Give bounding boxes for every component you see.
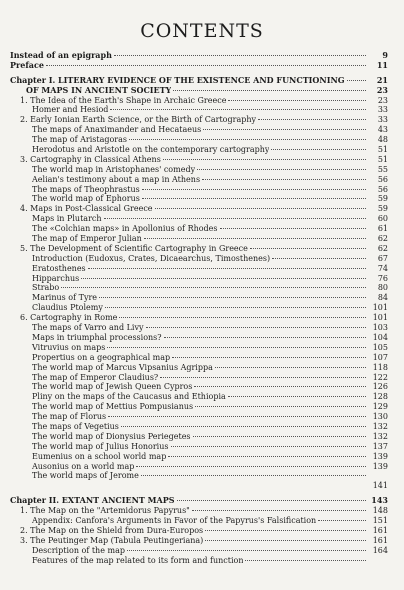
toc-entry [10, 175, 388, 185]
toc-entry [10, 481, 388, 491]
dot-leader [142, 198, 366, 199]
toc-entry-page: 33 [377, 105, 388, 115]
dot-leader [258, 119, 366, 120]
toc-entry [10, 402, 388, 412]
toc-entry-title: Instead of an epigraph [10, 51, 112, 60]
toc-entry [10, 155, 388, 165]
toc-entry-page: 51 [377, 145, 388, 155]
toc-entry-page: 128 [372, 392, 388, 402]
dot-leader [168, 456, 366, 457]
toc-entry [10, 363, 388, 373]
toc-entry [10, 422, 388, 432]
toc-entry [10, 86, 388, 96]
dot-leader [250, 248, 366, 249]
toc-entry [10, 234, 388, 244]
toc-entry [10, 293, 388, 303]
toc-entry [10, 303, 388, 313]
toc-entry-title: Eratosthenes [32, 263, 86, 273]
toc-entry-title: 3. Cartography in Classical Athens [20, 154, 161, 164]
table-of-contents [10, 46, 388, 565]
dot-leader [142, 189, 366, 190]
dot-leader [163, 159, 366, 160]
toc-entry-page: 101 [372, 303, 388, 313]
toc-entry-page: 48 [377, 135, 388, 145]
toc-entry-title: Preface [10, 60, 44, 70]
dot-leader [205, 530, 366, 531]
toc-entry-title: 2. The Map on the Shield from Dura-Europos [20, 525, 204, 535]
toc-entry [10, 135, 388, 145]
toc-entry [10, 214, 388, 224]
toc-entry [10, 373, 388, 383]
toc-entry-page: 132 [372, 431, 388, 441]
dot-leader [104, 218, 366, 219]
dot-leader [121, 426, 366, 427]
toc-entry-title: Maps in triumphal processions? [32, 332, 162, 342]
toc-entry [10, 462, 388, 472]
toc-entry-title: Marinus of Tyre [32, 293, 98, 303]
toc-entry [10, 412, 388, 422]
toc-entry-page: 130 [372, 412, 388, 422]
toc-entry-page: 23 [377, 95, 388, 105]
toc-entry-page: 59 [377, 194, 388, 204]
toc-entry-page: 23 [376, 84, 388, 95]
toc-entry [10, 323, 388, 333]
toc-entry [10, 432, 388, 442]
toc-entry [10, 194, 388, 204]
toc-entry-page: 141 [372, 481, 388, 491]
toc-entry-page: 103 [372, 323, 388, 333]
toc-entry [10, 274, 388, 284]
toc-entry [10, 244, 388, 254]
toc-entry-title: The maps of Anaximander and Hecataeus [32, 125, 202, 135]
dot-leader [110, 109, 366, 110]
toc-entry-title: 6. Cartography in Rome [20, 313, 118, 323]
toc-entry-title: Maps in Plutarch [32, 214, 102, 224]
toc-entry-title: The world maps of Jerome [32, 471, 139, 481]
toc-entry [10, 264, 388, 274]
toc-entry-page: 101 [372, 313, 388, 323]
toc-entry [10, 392, 388, 402]
dot-leader [119, 317, 366, 318]
toc-entry-title: Claudius Ptolemy [32, 303, 103, 313]
dot-leader [99, 297, 366, 298]
dot-leader [172, 357, 366, 358]
dot-leader [202, 179, 366, 180]
toc-entry-page: 62 [377, 243, 388, 253]
toc-entry-page: 61 [377, 224, 388, 234]
toc-entry [10, 165, 388, 175]
toc-entry-page: 161 [372, 535, 388, 545]
dot-leader [81, 278, 366, 279]
toc-entry [10, 115, 388, 125]
toc-entry-page: 80 [377, 283, 388, 293]
dot-leader [114, 55, 366, 56]
toc-entry [10, 204, 388, 214]
toc-entry-page: 11 [376, 59, 388, 70]
toc-entry-title: Features of the map related to its form and function [32, 555, 244, 565]
dot-leader [88, 268, 366, 269]
toc-entry-title: 2. Early Ionian Earth Science, or the Birth of Cartography [20, 115, 257, 125]
toc-entry-page: 126 [372, 382, 388, 392]
toc-entry [10, 283, 388, 293]
toc-entry-title: The world map of Dionysius Periegetes [32, 431, 191, 441]
dot-leader [127, 550, 366, 551]
toc-entry-page: 74 [377, 263, 388, 273]
toc-entry-title: Ausonius on a world map [32, 461, 135, 471]
dot-leader [195, 406, 366, 407]
dot-leader [164, 337, 366, 338]
toc-entry-page: 51 [377, 154, 388, 164]
toc-entry-page: 139 [372, 461, 388, 471]
toc-entry-title: The map of Emperor Claudius? [32, 372, 159, 382]
dot-leader [173, 90, 366, 91]
toc-entry-title: Chapter II. EXTANT ANCIENT MAPS [10, 496, 175, 506]
dot-leader [193, 436, 366, 437]
toc-entry-title: Chapter I. LITERARY EVIDENCE OF THE EXISTENCE AND FUNCTIONING [10, 75, 345, 85]
toc-entry [10, 145, 388, 155]
dot-leader [105, 307, 366, 308]
toc-entry [10, 452, 388, 462]
toc-entry-page: 129 [372, 402, 388, 412]
toc-entry-title: 3. The Peutinger Map (Tabula Peutingeriana) [20, 535, 204, 545]
toc-entry-title: The world map of Mettius Pompusianus [32, 402, 194, 412]
dot-leader [220, 228, 366, 229]
toc-entry [10, 343, 388, 353]
dot-leader [144, 238, 366, 239]
toc-entry [10, 471, 388, 481]
toc-entry-page: 164 [372, 545, 388, 555]
toc-entry [10, 442, 388, 452]
dot-leader [194, 386, 366, 387]
toc-entry-page: 56 [377, 184, 388, 194]
toc-entry-title: Hipparchus [32, 273, 80, 283]
dot-leader [272, 258, 366, 259]
toc-entry-page: 60 [377, 214, 388, 224]
dot-leader [228, 100, 366, 101]
toc-entry-page: 137 [372, 441, 388, 451]
toc-entry [10, 254, 388, 264]
toc-entry-page: 67 [377, 253, 388, 263]
toc-entry [10, 185, 388, 195]
toc-entry-page: 132 [372, 421, 388, 431]
toc-entry-page: 21 [376, 74, 388, 85]
toc-entry [10, 76, 388, 86]
toc-entry-page: 161 [372, 525, 388, 535]
toc-entry-title: Pliny on the maps of the Caucasus and Ethiopia [32, 392, 226, 402]
toc-entry-title: The maps of Vegetius [32, 421, 119, 431]
toc-entry [10, 61, 388, 71]
toc-entry-title: The world map in Aristophanes' comedy [32, 164, 196, 174]
toc-entry-title: The world map of Ephorus [32, 194, 140, 204]
dot-leader [271, 149, 366, 150]
toc-entry-page: 148 [372, 506, 388, 516]
toc-entry-page: 105 [372, 342, 388, 352]
toc-entry [10, 496, 388, 506]
toc-entry-title: Homer and Hesiod [32, 105, 109, 115]
toc-entry-page: 43 [377, 125, 388, 135]
page-title: CONTENTS [140, 20, 264, 42]
toc-entry-title: The world map of Julius Honorius [32, 441, 169, 451]
toc-entry [10, 382, 388, 392]
toc-entry-page: 56 [377, 174, 388, 184]
toc-entry-page: 118 [372, 362, 388, 372]
dot-leader [347, 80, 366, 81]
dot-leader [245, 560, 366, 561]
toc-entry-title: Vitruvius on maps [32, 342, 106, 352]
toc-entry-title: Eumenius on a school world map [32, 451, 167, 461]
toc-entry-title: The «Colchian maps» in Apollonius of Rhodes [32, 224, 218, 234]
toc-entry-title: 4. Maps in Post-Classical Greece [20, 204, 153, 214]
toc-entry [10, 536, 388, 546]
toc-entry [10, 516, 388, 526]
toc-entry-title: Aelian's testimony about a map in Athens [32, 174, 201, 184]
dot-leader [107, 347, 366, 348]
toc-entry-title: Appendix: Canfora's Arguments in Favor of the Papyrus's Falsification [32, 515, 317, 525]
dot-leader [160, 377, 366, 378]
toc-entry [10, 556, 388, 566]
toc-entry-title: 1. The Map on the "Artemidorus Papyrus" [20, 506, 190, 516]
toc-entry [10, 125, 388, 135]
dot-leader [205, 540, 366, 541]
toc-entry-title: Propertius on a geographical map [32, 352, 171, 362]
toc-entry [10, 353, 388, 363]
dot-leader [146, 327, 366, 328]
toc-entry-page: 84 [377, 293, 388, 303]
toc-entry [10, 96, 388, 106]
dot-leader [228, 396, 366, 397]
toc-entry-page: 151 [372, 515, 388, 525]
toc-entry-page: 143 [371, 495, 388, 506]
toc-entry [10, 313, 388, 323]
toc-entry [10, 224, 388, 234]
dot-leader [46, 65, 366, 66]
toc-entry [10, 51, 388, 61]
toc-entry-title: The maps of Theophrastus [32, 184, 140, 194]
dot-leader [136, 466, 366, 467]
dot-leader [203, 129, 366, 130]
toc-entry-page: 33 [377, 115, 388, 125]
toc-entry-title: Strabo [32, 283, 60, 293]
toc-entry-title: 1. The Idea of the Earth's Shape in Archaic Greece [20, 95, 227, 105]
dot-leader [129, 139, 366, 140]
toc-entry-page: 107 [372, 352, 388, 362]
toc-entry-page: 9 [382, 50, 388, 60]
toc-entry-page: 55 [377, 164, 388, 174]
toc-entry-page: 122 [372, 372, 388, 382]
toc-entry [10, 506, 388, 516]
toc-entry-page: 59 [377, 204, 388, 214]
toc-entry [10, 105, 388, 115]
dot-leader [215, 367, 366, 368]
dot-leader [177, 500, 366, 501]
dot-leader [197, 169, 366, 170]
dot-leader [108, 416, 366, 417]
dot-leader [61, 287, 366, 288]
toc-entry-title: The maps of Varro and Livy [32, 323, 144, 333]
dot-leader [171, 446, 367, 447]
toc-entry [10, 333, 388, 343]
toc-entry-title: OF MAPS IN ANCIENT SOCIETY [26, 85, 172, 95]
toc-entry-title: 5. The Development of Scientific Cartography in Greece [20, 243, 248, 253]
toc-entry-title: The map of Aristagoras [32, 135, 127, 145]
toc-entry-title: Introduction (Eudoxus, Crates, Dicaearchus, Timosthenes) [32, 253, 271, 263]
toc-entry-title: Herodotus and Aristotle on the contemporary cartography [32, 145, 270, 155]
toc-entry-page: 104 [372, 332, 388, 342]
dot-leader [155, 208, 366, 209]
toc-entry-title: The world map of Marcus Vipsanius Agrippa [32, 362, 213, 372]
toc-entry-title: The world map of Jewish Queen Cypros [32, 382, 193, 392]
toc-entry-page: 76 [377, 273, 388, 283]
dot-leader [318, 520, 366, 521]
toc-entry-title: The map of Florus [32, 412, 107, 422]
toc-entry [10, 526, 388, 536]
toc-entry-title: Description of the map [32, 545, 125, 555]
toc-entry-page: 62 [377, 234, 388, 244]
toc-entry [10, 546, 388, 556]
toc-entry-page: 139 [372, 451, 388, 461]
toc-entry-title: The map of Emperor Julian [32, 234, 142, 244]
dot-leader [141, 475, 366, 476]
dot-leader [192, 510, 366, 511]
